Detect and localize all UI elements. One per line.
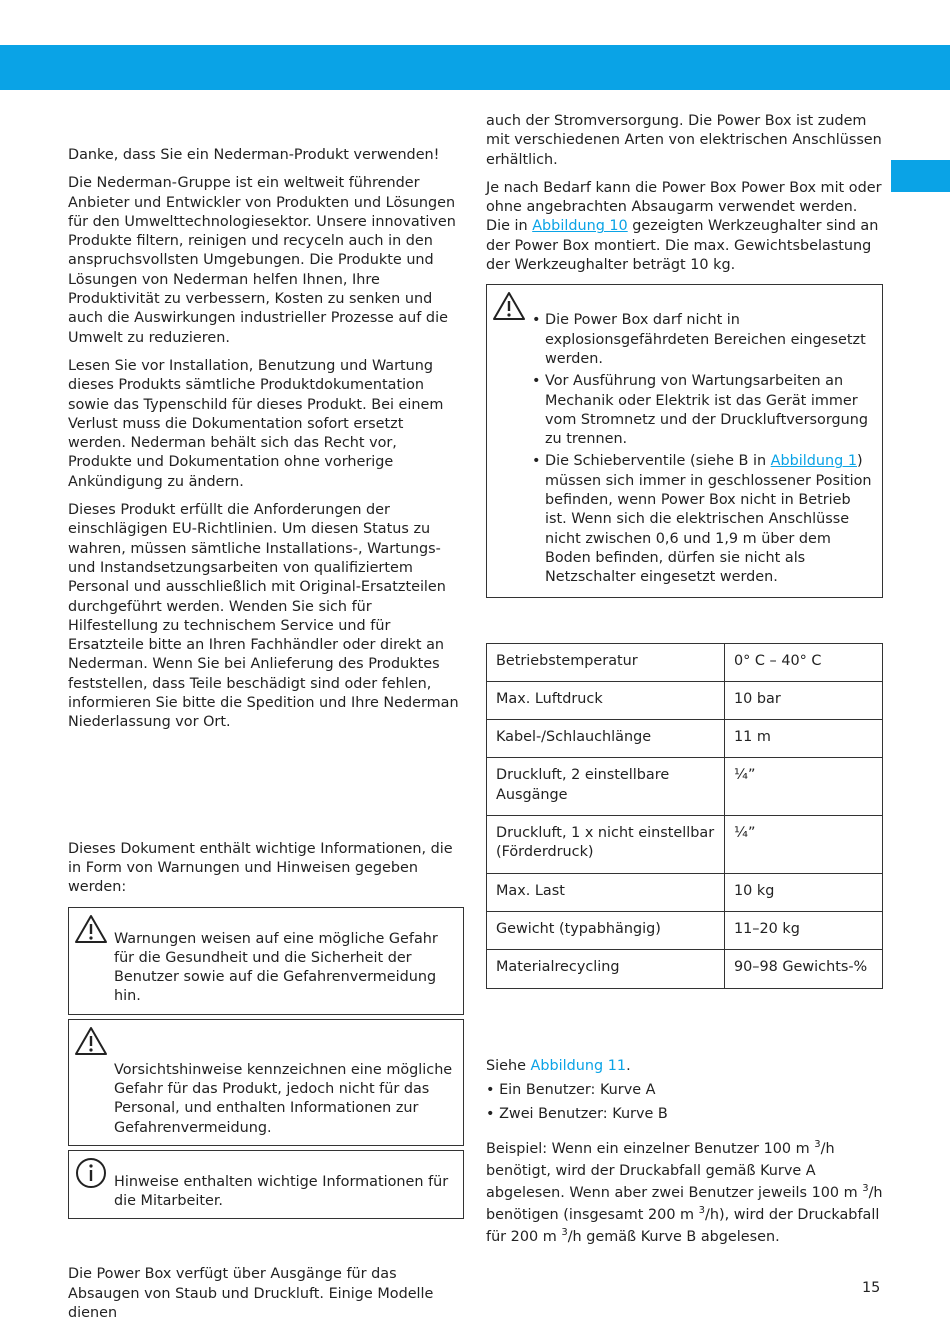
notices-intro-paragraph: Dieses Dokument enthält wichtige Informationen, die in Form von Warnungen und Hinweisen gegeben werden: <box>68 840 453 896</box>
warning-triangle-icon <box>74 914 108 950</box>
spec-value: 10 kg <box>725 873 883 911</box>
table-row <box>487 720 883 758</box>
thanks-paragraph: Danke, dass Sie ein Nederman-Produkt verwenden! <box>68 147 440 163</box>
table-row <box>487 950 883 988</box>
left-column <box>68 146 464 1332</box>
compliance-paragraph: Dieses Produkt erfüllt die Anforderungen der einschlägigen EU-Richtlinien. Um diesen Status zu wahren, müssen sämtliche Installations-, Wartungs- und Instandsetzungsarbeiten von qualifiziertem Personal und ausschließlich mit Original-Ersatzteilen durchgeführt werden. Wenden Sie sich für Hilfestellung zu technischem Service und für Ersatzteile bitte an Ihren Fachhändler oder direkt an Nederman. Wenn Sie bei Anlieferung des Produktes feststellen, dass Teile beschädigt sind oder fehlen, informieren Sie bitte die Spedition und Ihre Nederman Niederlassung vor Ort. <box>68 502 459 731</box>
read-docs-paragraph: Lesen Sie vor Installation, Benutzung und Wartung dieses Produkts sämtliche Produktdokumentation sowie das Typenschild für dieses Produkt. Bei einem Verlust muss die Dokumentation sofort ersetzt werden. Nederman behält sich das Recht vor, Produkte und Dokumentation ohne vorherige Ankündigung zu ändern. <box>68 357 444 490</box>
spec-key: Betriebstemperatur <box>487 643 725 681</box>
list-item: • Ein Benutzer: Kurve A <box>486 1081 656 1098</box>
table-row <box>487 873 883 911</box>
spec-key: Max. Luftdruck <box>487 681 725 719</box>
spec-value: 10 bar <box>725 681 883 719</box>
spec-key: Druckluft, 2 einstellbare Ausgänge <box>487 758 725 816</box>
spec-key: Max. Last <box>487 873 725 911</box>
spec-value: 90–98 Gewichts-% <box>725 950 883 988</box>
info-note <box>68 1150 464 1220</box>
right-column <box>486 112 883 1257</box>
pressure-drop-example: Beispiel: Wenn ein einzelner Benutzer 100 m $^3$/h benötigt, wird der Druckabfall gemäß Kurve A abgelesen. Wenn aber zwei Benutzer jeweils 100 m $^3$/h benötigen (insgesamt 200 m $^3$/h), wird der Druckabfall für 200 m $^3$/h gemäß Kurve B abgelesen. <box>486 1138 883 1245</box>
spec-value: ¼” <box>725 816 883 874</box>
safety-warning-box <box>486 284 883 597</box>
spec-key: Materialrecycling <box>487 950 725 988</box>
chapter-tab <box>891 160 950 192</box>
caution-triangle-icon <box>74 1026 108 1062</box>
power-box-description-paragraph: Die Power Box verfügt über Ausgänge für das Absaugen von Staub und Druckluft. Einige Modelle dienen <box>68 1266 434 1322</box>
caution-note-text: Vorsichtshinweise kennzeichnen eine mögliche Gefahr für das Produkt, jedoch nicht für das Personal, und enthalten Informationen zur Gefahrenvermeidung. <box>114 1061 453 1136</box>
header-bar <box>0 45 950 90</box>
spec-key: Kabel-/Schlauchlänge <box>487 720 725 758</box>
warning-triangle-icon <box>492 291 526 327</box>
table-row <box>487 643 883 681</box>
spec-value: ¼” <box>725 758 883 816</box>
spec-value: 11–20 kg <box>725 911 883 949</box>
table-row <box>487 681 883 719</box>
figure-10-link[interactable]: Abbildung 10 <box>532 218 628 235</box>
warning-note <box>68 907 464 1015</box>
spec-value: 11 m <box>725 720 883 758</box>
figure-1-link[interactable]: Abbildung 1 <box>770 453 857 470</box>
info-note-text: Hinweise enthalten wichtige Informationen für die Mitarbeiter. <box>114 1173 449 1210</box>
safety-warning-list <box>487 311 874 587</box>
intro-paragraph: Die Nederman-Gruppe ist ein weltweit führender Anbieter und Entwickler von Produkten und Lösungen für den Umwelttechnologiesektor. Unsere innovativen Produkte filtern, reinigen und recyceln auch in den anspruchsvollsten Umgebungen. Die Produkte und Lösungen von Nederman helfen Ihnen, Ihre Produktivität zu verbessern, Kosten zu senken und auch die Auswirkungen industrieller Prozesse auf die Umwelt zu reduzieren. <box>68 175 456 346</box>
list-item: • Zwei Benutzer: Kurve B <box>486 1105 668 1122</box>
caution-note <box>68 1019 464 1146</box>
table-row <box>487 758 883 816</box>
table-row <box>487 816 883 874</box>
safety-warning-item: • Die Schieberventile (siehe B in Abbildung 1) müssen sich immer in geschlossener Position befinden, wenn Power Box nicht in Betrieb ist. Wenn sich die elektrischen Anschlüsse nicht zwischen 0,6 und 1,9 m über dem Boden befinden, dürfen sie nicht als Netzschalter eingesetzt werden. <box>545 452 874 587</box>
warning-note-text: Warnungen weisen auf eine mögliche Gefahr für die Gesundheit und die Sicherheit der Benutzer sowie auf die Gefahrenvermeidung hin. <box>114 930 438 1005</box>
spec-key: Gewicht (typabhängig) <box>487 911 725 949</box>
figure-11-link[interactable]: Abbildung 11 <box>530 1057 627 1074</box>
safety-warning-item: • Vor Ausführung von Wartungsarbeiten an Mechanik oder Elektrik ist das Gerät immer vom Stromnetz und der Druckluftversorgung zu trennen. <box>545 372 874 449</box>
page-number: 15 <box>862 1280 881 1296</box>
safety-warning-item: • Die Power Box darf nicht in explosionsgefährdeten Bereichen eingesetzt werden. <box>545 311 874 369</box>
usage-list <box>486 1081 883 1129</box>
usage-options-paragraph: Je nach Bedarf kann die Power Box Power Box mit oder ohne angebrachten Absaugarm verwendet werden. Die in Abbildung 10 gezeigten Werkzeughalter sind an der Power Box montiert. Die max. Gewichtsbelastung der Werkzeughalter beträgt 10 kg. <box>486 179 882 274</box>
usage-section <box>486 1057 883 1248</box>
spec-key: Druckluft, 1 x nicht einstellbar (Förderdruck) <box>487 816 725 874</box>
table-row <box>487 911 883 949</box>
spec-value: 0° C – 40° C <box>725 643 883 681</box>
usage-reference: Siehe Abbildung 11. <box>486 1057 631 1074</box>
technical-data-table <box>486 643 883 989</box>
info-circle-icon <box>74 1157 108 1195</box>
power-supply-paragraph: auch der Stromversorgung. Die Power Box ist zudem mit verschiedenen Arten von elektrischen Anschlüssen erhältlich. <box>486 113 882 168</box>
